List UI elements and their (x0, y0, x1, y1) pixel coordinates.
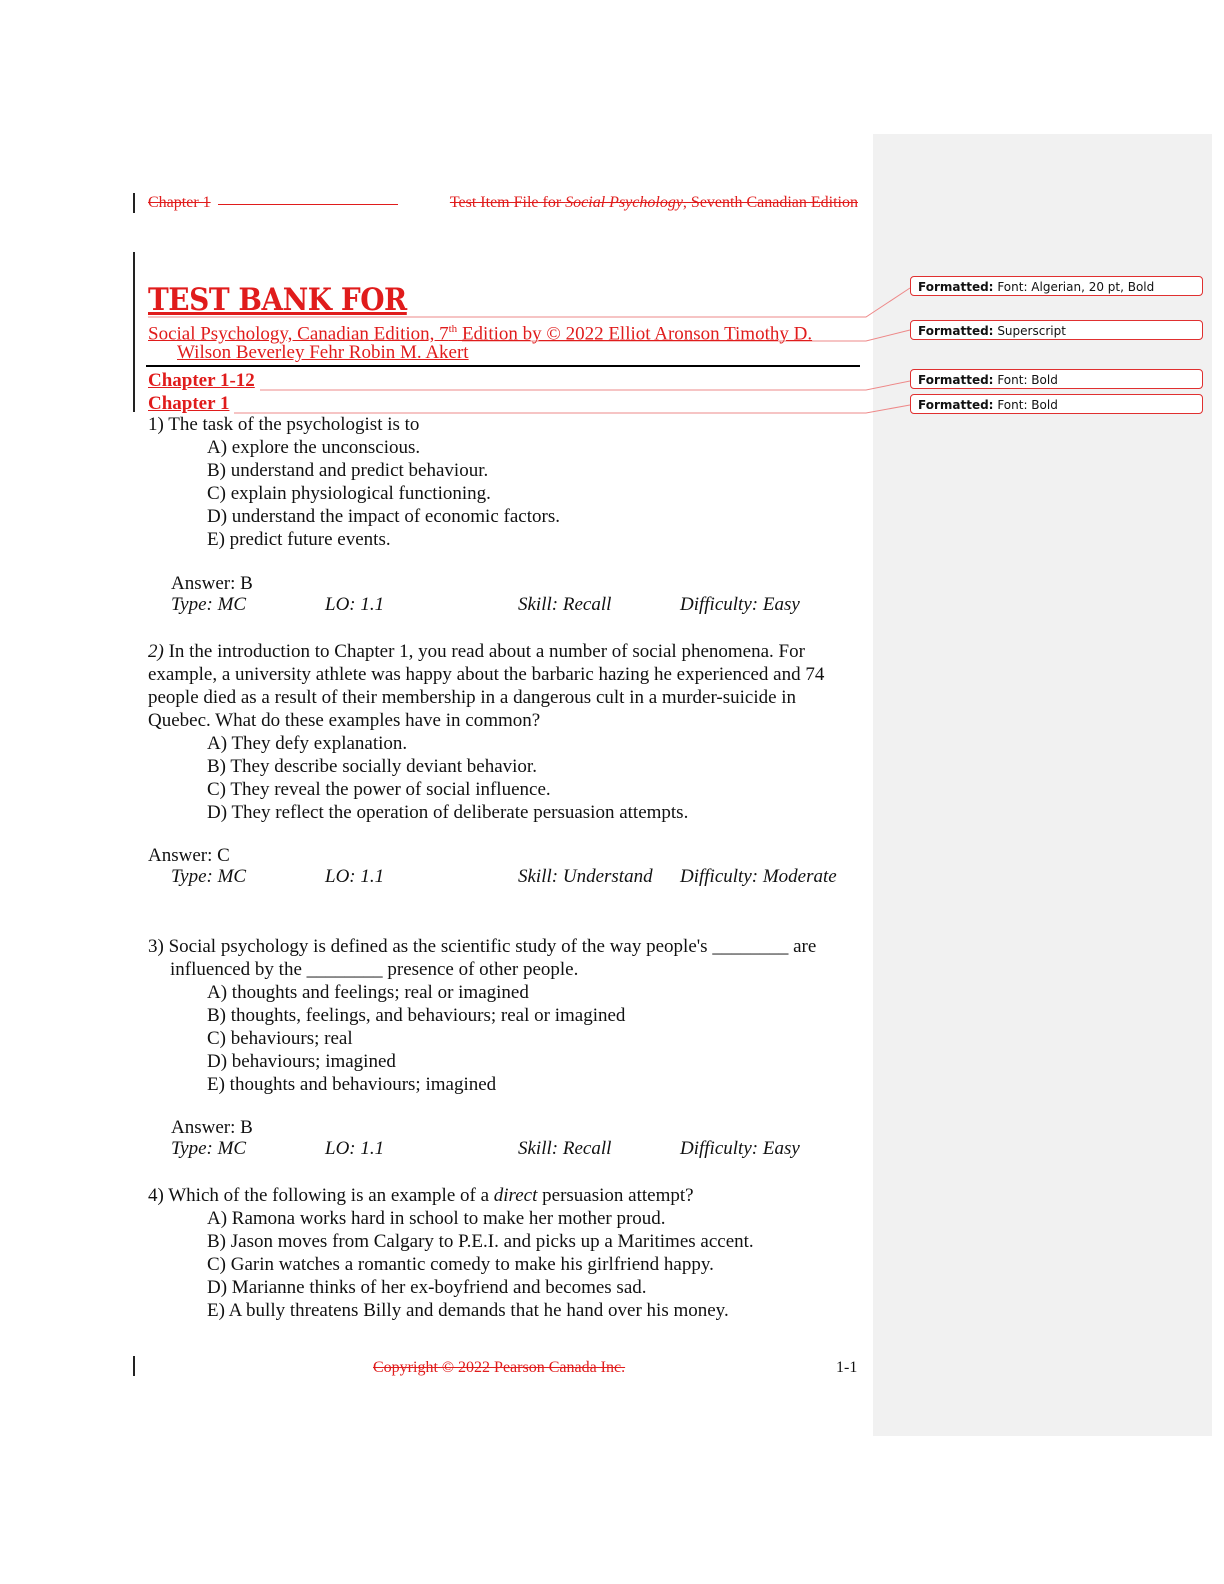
option: D) Marianne thinks of her ex-boyfriend and becomes sad. (207, 1277, 647, 1298)
footer-copyright: Copyright © 2022 Pearson Canada Inc. (373, 1359, 626, 1376)
comment-balloon[interactable]: Formatted: Font: Bold (910, 369, 1203, 389)
question-3 (148, 935, 860, 1096)
question-2 (148, 640, 860, 824)
option: B) Jason moves from Calgary to P.E.I. and picks up a Maritimes accent. (207, 1231, 754, 1252)
answer: Answer: C (148, 845, 230, 866)
comment-balloon[interactable]: Formatted: Font: Bold (910, 394, 1203, 414)
meta-difficulty: Difficulty: Easy (680, 1138, 800, 1159)
header-strike-fill (218, 204, 398, 205)
option: D) understand the impact of economic factors. (207, 506, 560, 527)
question-stem: 2) In the introduction to Chapter 1, you read about a number of social phenomena. For example, a university athlete was happy about the barbaric hazing he experienced and 74 people died as a result of their membership in a dangerous cult in a murder-suicide in Quebec. What do these examples have in common? (148, 641, 825, 731)
meta-type: Type: MC (171, 1138, 247, 1159)
option: C) explain physiological functioning. (207, 483, 491, 504)
option: A) They defy explanation. (207, 733, 408, 754)
option: B) understand and predict behaviour. (207, 460, 489, 481)
change-bar (133, 252, 135, 412)
page-title: TEST BANK FOR (148, 282, 407, 318)
connector-4 (234, 405, 910, 413)
meta-type: Type: MC (171, 594, 247, 615)
option: A) thoughts and feelings; real or imagined (207, 982, 529, 1003)
question-1 (148, 413, 860, 551)
divider-rule (146, 365, 860, 367)
answer: Answer: B (171, 573, 253, 594)
option: B) thoughts, feelings, and behaviours; real or imagined (207, 1005, 626, 1026)
option: B) They describe socially deviant behavior. (207, 756, 537, 777)
meta-difficulty: Difficulty: Easy (680, 594, 800, 615)
change-bar (133, 1356, 135, 1376)
question-stem-line-2: influenced by the ________ presence of other people. (170, 959, 579, 980)
chapter-heading: Chapter 1 (148, 393, 230, 414)
title-line-2: Wilson Beverley Fehr Robin M. Akert (177, 342, 469, 363)
meta-difficulty: Difficulty: Moderate (680, 866, 837, 887)
comment-balloon[interactable]: Formatted: Superscript (910, 320, 1203, 340)
option: C) Garin watches a romantic comedy to make his girlfriend happy. (207, 1254, 714, 1275)
meta-lo: LO: 1.1 (325, 866, 385, 887)
chapter-range: Chapter 1-12 (148, 370, 255, 391)
header-chapter: Chapter 1 (148, 194, 211, 211)
meta-type: Type: MC (171, 866, 247, 887)
option: A) Ramona works hard in school to make her mother proud. (207, 1208, 666, 1229)
option: A) explore the unconscious. (207, 437, 421, 458)
option: E) thoughts and behaviours; imagined (207, 1074, 497, 1095)
meta-skill: Skill: Recall (518, 1138, 612, 1159)
title-line-1: Social Psychology, Canadian Edition, 7th Edition by © 2022 Elliot Aronson Timothy D. (148, 323, 813, 345)
option: E) A bully threatens Billy and demands that he hand over his money. (207, 1300, 729, 1321)
meta-skill: Skill: Understand (518, 866, 653, 887)
option: C) behaviours; real (207, 1028, 353, 1049)
meta-skill: Skill: Recall (518, 594, 612, 615)
question-stem-line-1: 3) Social psychology is defined as the scientific study of the way people's ________ are (148, 936, 817, 957)
page-number: 1-1 (836, 1359, 858, 1376)
change-bar (133, 193, 135, 213)
option: E) predict future events. (207, 529, 391, 550)
comment-balloon[interactable]: Formatted: Font: Algerian, 20 pt, Bold (910, 276, 1203, 296)
option: D) They reflect the operation of deliberate persuasion attempts. (207, 802, 689, 823)
question-stem: 4) Which of the following is an example of a direct persuasion attempt? (148, 1185, 694, 1206)
question-4 (148, 1184, 860, 1322)
meta-lo: LO: 1.1 (325, 594, 385, 615)
connector-3 (260, 381, 910, 390)
option: D) behaviours; imagined (207, 1051, 396, 1072)
answer: Answer: B (171, 1117, 253, 1138)
header-title: Test Item File for Social Psychology, Seventh Canadian Edition (449, 194, 858, 211)
meta-lo: LO: 1.1 (325, 1138, 385, 1159)
option: C) They reveal the power of social influence. (207, 779, 551, 800)
question-stem: 1) The task of the psychologist is to (148, 414, 420, 435)
